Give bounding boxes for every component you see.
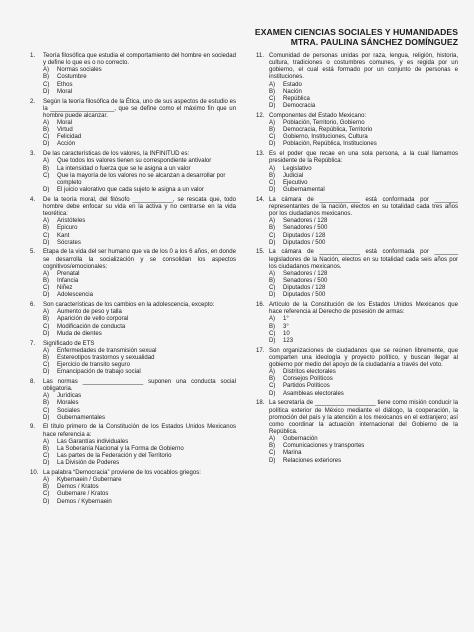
answer-option — [30, 324, 236, 331]
question-item — [30, 379, 236, 422]
option-letter: A) — [269, 120, 276, 126]
answer-option — [256, 82, 458, 89]
option-text: Senadores / 500 — [283, 225, 328, 232]
option-text: Aparición de vello corporal — [57, 316, 129, 323]
option-text: Felicidad — [57, 134, 82, 141]
question-stem — [30, 470, 236, 477]
question-stem — [30, 302, 236, 309]
question-text: La palabra “Democracia” proviene de los vocablos griegos: — [43, 469, 201, 476]
question-text: La secretaría de __________________ tiene como misión conducir la política exterior de México mediante el diálogo, la cooperación, la promoción del país y la atención a los mexicanos en el extranjero; así como coordinar la actuación internacional del Gobierno de la República. — [269, 400, 458, 435]
option-text: Relaciones exteriores — [283, 457, 342, 464]
answer-option — [30, 233, 236, 240]
question-item — [256, 302, 458, 345]
question-text: Según la teoría filosófica de la Ética, uno de sus aspectos de estudio es la ___________________, que se define como el máximo fin que un hombre puede alcanzar. — [43, 98, 236, 119]
question-item — [256, 400, 458, 464]
question-number: 17. — [256, 347, 265, 354]
option-letter: D) — [43, 141, 50, 148]
option-letter: A) — [269, 436, 276, 443]
question-number: 15. — [256, 249, 265, 256]
option-letter: D) — [269, 457, 276, 464]
question-text: De la teoría moral, del filósofo ____________, se rescata que, todo hombre debe enfocar su vida en la activa y no centrarse en la vida teorética: — [43, 196, 236, 218]
option-text: Demos / Kratos — [57, 484, 99, 491]
option-text: Marina — [283, 450, 302, 457]
question-stem — [256, 348, 458, 369]
question-item — [30, 249, 236, 299]
question-item — [256, 249, 458, 299]
answer-option — [30, 158, 236, 165]
option-letter: B) — [269, 127, 276, 134]
option-text: Gubernamental — [283, 187, 325, 193]
option-text: Asambleas electorales — [283, 390, 344, 397]
option-text: Infancia — [57, 278, 79, 285]
option-text: Costumbre — [57, 74, 87, 81]
answer-option — [256, 292, 458, 299]
option-text: Moral — [57, 120, 73, 126]
left-column — [30, 53, 236, 508]
answer-option — [30, 369, 236, 376]
answer-option — [256, 376, 458, 383]
option-text: Diputados / 500 — [283, 239, 326, 246]
question-stem — [256, 197, 458, 218]
answer-option — [30, 309, 236, 316]
option-letter: C) — [269, 179, 276, 186]
answer-option — [256, 383, 458, 390]
question-text: De las características de los valores, la INFINITUD es: — [43, 151, 190, 158]
option-text: Moral — [57, 88, 73, 95]
option-text: Aristóteles — [57, 218, 86, 225]
question-item — [30, 197, 236, 247]
answer-option — [30, 348, 236, 355]
option-letter: D) — [43, 369, 50, 376]
option-letter: A) — [43, 67, 50, 74]
question-number: 8. — [30, 378, 36, 385]
option-text: Sócrates — [57, 239, 81, 246]
answer-option — [256, 187, 458, 194]
answer-option — [256, 120, 458, 127]
answer-option — [30, 173, 236, 187]
question-stem — [30, 53, 236, 67]
option-letter: B) — [43, 278, 50, 285]
answer-option — [30, 400, 236, 407]
option-text: Senadores / 500 — [283, 278, 328, 285]
option-text: Enfermedades de transmisión sexual — [57, 347, 157, 354]
question-item — [30, 99, 236, 149]
option-text: Comunicaciones y transportes — [283, 443, 365, 450]
question-item — [30, 470, 236, 506]
answer-option — [256, 436, 458, 443]
option-letter: A) — [43, 120, 50, 126]
answer-option — [256, 180, 458, 187]
option-letter: D) — [269, 239, 276, 246]
option-text: Gubernare / Kratos — [57, 491, 109, 498]
option-text: Estado — [283, 81, 302, 88]
answer-option — [30, 74, 236, 81]
question-item — [30, 341, 236, 377]
question-stem — [30, 197, 236, 218]
option-letter: C) — [269, 95, 276, 102]
right-column — [256, 53, 458, 508]
question-stem — [256, 302, 458, 316]
question-text: Comunidad de personas unidas por raza, lengua, religión, historia, cultura, tradiciones o costumbres comunes, y es regida por un gobierno, el cual está formado por un conjunto de personas e instituciones. — [269, 53, 458, 81]
option-letter: D) — [269, 390, 276, 397]
question-stem — [30, 379, 236, 393]
answer-option — [30, 187, 236, 194]
option-text: Emancipación de trabajo social — [57, 369, 141, 376]
question-text: Las normas __________________ suponen una conducta social obligatoria. — [43, 378, 236, 393]
option-letter: D) — [43, 414, 50, 421]
option-letter: D) — [43, 330, 50, 337]
option-letter: C) — [269, 134, 276, 141]
question-item — [256, 348, 458, 398]
question-number: 5. — [30, 249, 36, 256]
answer-option — [256, 240, 458, 247]
option-letter: C) — [43, 232, 50, 239]
option-letter: C) — [43, 172, 50, 179]
question-item — [30, 53, 236, 96]
option-text: Gobernación — [283, 436, 318, 443]
answer-option — [30, 415, 236, 422]
option-letter: B) — [43, 445, 50, 452]
option-text: Modificación de conducta — [57, 323, 126, 330]
option-text: Muda de dientes — [57, 330, 102, 337]
option-text: La intensidad o fuerza que se le asigna a un valor — [57, 165, 191, 172]
answer-option — [256, 233, 458, 240]
option-letter: B) — [43, 316, 50, 323]
question-stem — [30, 341, 236, 348]
question-columns — [30, 53, 458, 508]
option-letter: D) — [269, 141, 276, 148]
option-letter: B) — [269, 225, 276, 232]
answer-option — [30, 89, 236, 96]
question-item — [30, 151, 236, 194]
option-letter: A) — [43, 270, 50, 277]
answer-option — [256, 96, 458, 103]
question-text: El título primero de la Constitución de los Estados Unidos Mexicanos hace referencia a: — [43, 424, 236, 438]
option-text: Gubernamentales — [57, 414, 106, 421]
option-text: Población, República, Instituciones — [283, 141, 377, 148]
answer-option — [256, 103, 458, 110]
option-letter: A) — [269, 165, 276, 172]
option-text: Democracia, República, Territorio — [283, 127, 373, 134]
question-number: 11. — [256, 53, 264, 59]
option-text: El juicio valorativo que cada sujeto le asigna a un valor — [57, 187, 204, 193]
option-text: Diputados / 128 — [283, 232, 326, 239]
option-text: Diputados / 500 — [283, 292, 326, 299]
question-number: 3. — [30, 151, 36, 158]
answer-option — [256, 218, 458, 225]
option-letter: B) — [269, 376, 276, 383]
question-number: 2. — [30, 98, 36, 105]
answer-option — [256, 141, 458, 148]
answer-option — [256, 285, 458, 292]
question-stem — [256, 113, 458, 120]
option-text: 1° — [283, 316, 289, 323]
option-text: Kant — [57, 232, 70, 239]
answer-option — [30, 439, 236, 446]
answer-option — [30, 285, 236, 292]
question-stem — [256, 249, 458, 270]
option-letter: D) — [269, 103, 276, 110]
answer-option — [30, 278, 236, 285]
option-text: Adolescencia — [57, 292, 93, 299]
answer-option — [30, 271, 236, 278]
question-number: 16. — [256, 302, 265, 309]
question-number: 6. — [30, 302, 36, 309]
option-text: Partidos Políticos — [283, 383, 330, 390]
option-letter: C) — [43, 361, 50, 368]
answer-option — [256, 331, 458, 338]
option-letter: D) — [269, 337, 276, 344]
option-text: Aumento de peso y talla — [57, 309, 122, 316]
answer-option — [256, 278, 458, 285]
answer-option — [30, 225, 236, 232]
answer-option — [256, 271, 458, 278]
question-text: La cámara de ____________ está conformada por _______ legisladores de la Nación, electos en su totalidad cada seis años por los ciudadanos mexicanos. — [269, 249, 458, 270]
option-letter: B) — [269, 323, 276, 330]
question-number: 7. — [30, 340, 36, 347]
question-stem — [256, 151, 458, 165]
question-text: Son características de los cambios en la adolescencia, excepto: — [43, 302, 215, 309]
option-letter: D) — [43, 187, 50, 193]
option-letter: B) — [269, 88, 276, 95]
option-letter: B) — [43, 484, 50, 491]
option-letter: C) — [43, 81, 50, 88]
answer-option — [30, 141, 236, 148]
option-letter: D) — [43, 460, 50, 467]
option-text: Legislativo — [283, 165, 312, 172]
option-letter: D) — [269, 292, 276, 299]
answer-option — [256, 134, 458, 141]
option-letter: B) — [269, 278, 276, 285]
option-text: Judicial — [283, 172, 304, 179]
answer-option — [256, 391, 458, 398]
question-text: Es el poder que recae en una sola persona, a la cual llamamos presidente de la República: — [269, 151, 458, 165]
question-text: Significado de ETS — [43, 340, 95, 347]
option-letter: D) — [43, 88, 50, 95]
answer-option — [30, 460, 236, 467]
option-text: Senadores / 128 — [283, 218, 328, 225]
question-number: 4. — [30, 196, 36, 203]
option-text: Virtud — [57, 127, 73, 134]
question-text: Artículo de la Constitución de los Estados Unidos Mexicanos que hace referencia al Derecho de posesión de armas: — [269, 302, 458, 316]
option-letter: A) — [43, 393, 50, 400]
answer-option — [30, 240, 236, 247]
option-text: 123 — [283, 337, 294, 344]
question-number: 18. — [256, 400, 265, 407]
exam-header — [30, 27, 458, 47]
option-letter: C) — [269, 383, 276, 390]
answer-option — [256, 166, 458, 173]
option-letter: B) — [269, 172, 276, 179]
option-text: Población, Territorio, Gobierno — [283, 120, 365, 126]
answer-option — [256, 458, 458, 465]
option-letter: C) — [43, 407, 50, 414]
question-text: Son organizaciones de ciudadanos que se reúnen libremente, que comparten una ideología y proyecto político, y buscan llegar al gobierno por medio del apoyo de la ciudadanía a través del voto. — [269, 347, 458, 368]
question-number: 1. — [30, 53, 36, 59]
option-letter: A) — [43, 438, 50, 445]
option-text: Ejercicio de transito seguro — [57, 361, 130, 368]
option-letter: A) — [269, 218, 276, 225]
option-letter: A) — [269, 316, 276, 323]
option-text: Normas sociales — [57, 67, 102, 74]
option-text: 3° — [283, 323, 289, 330]
option-letter: A) — [269, 369, 276, 376]
option-letter: A) — [43, 309, 50, 316]
answer-option — [256, 316, 458, 323]
option-letter: C) — [43, 323, 50, 330]
option-text: Diputados / 128 — [283, 285, 326, 292]
answer-option — [30, 67, 236, 74]
option-text: Epicuro — [57, 225, 78, 232]
answer-option — [30, 331, 236, 338]
answer-option — [30, 408, 236, 415]
option-text: Que todos los valores tienen su correspondiente antivalor — [57, 158, 212, 165]
answer-option — [30, 218, 236, 225]
option-letter: A) — [43, 477, 50, 484]
option-text: Jurídicas — [57, 393, 82, 400]
question-stem — [256, 53, 458, 82]
option-letter: D) — [43, 498, 50, 505]
question-item — [256, 53, 458, 110]
question-item — [30, 302, 236, 338]
option-text: Prenatal — [57, 270, 80, 277]
option-letter: B) — [43, 127, 50, 134]
option-text: Las Garantías individuales — [57, 438, 129, 445]
answer-option — [256, 450, 458, 457]
option-letter: B) — [43, 354, 50, 361]
question-number: 14. — [256, 196, 265, 203]
answer-option — [30, 292, 236, 299]
answer-option — [30, 453, 236, 460]
answer-option — [256, 369, 458, 376]
option-text: Kybernaein / Gubernare — [57, 477, 122, 484]
answer-option — [256, 338, 458, 345]
option-text: Gobierno, Instituciones, Cultura — [283, 134, 368, 141]
option-text: Demos / Kybernaein — [57, 498, 112, 505]
question-stem — [256, 400, 458, 436]
exam-title: EXAMEN CIENCIAS SOCIALES Y HUMANIDADES — [254, 27, 458, 37]
question-text: Teoría filosófica que estudia el comportamiento del hombre en sociedad y define lo que es o no correcto. — [43, 53, 236, 67]
answer-option — [256, 173, 458, 180]
option-text: Las partes de la Federación y del Territorio — [57, 453, 172, 460]
option-text: República — [283, 95, 310, 102]
option-letter: B) — [43, 74, 50, 81]
option-text: La División de Poderes — [57, 460, 120, 467]
option-letter: C) — [43, 453, 50, 460]
option-letter: C) — [43, 134, 50, 141]
option-letter: D) — [269, 187, 276, 193]
question-text: Etapa de la vida del ser humano que va de los 0 a los 6 años, en donde se desarrolla la socialización y se consolidan los aspectos cognitivos/emocionales: — [43, 249, 236, 270]
option-letter: B) — [43, 165, 50, 172]
option-letter: B) — [43, 225, 50, 232]
question-item — [256, 151, 458, 194]
answer-option — [30, 355, 236, 362]
option-letter: C) — [43, 491, 50, 498]
option-text: Estereotipos trastornos y sexualidad — [57, 354, 155, 361]
answer-option — [256, 127, 458, 134]
answer-option — [30, 446, 236, 453]
answer-option — [256, 225, 458, 232]
option-letter: D) — [43, 239, 50, 246]
answer-option — [256, 324, 458, 331]
option-letter: B) — [43, 400, 50, 407]
option-text: Morales — [57, 400, 79, 407]
option-letter: C) — [269, 330, 276, 337]
answer-option — [30, 127, 236, 134]
question-item — [256, 197, 458, 247]
question-stem — [30, 99, 236, 120]
question-text: Componentes del Estado Mexicano: — [269, 112, 367, 119]
question-stem — [30, 249, 236, 270]
option-letter: C) — [43, 285, 50, 292]
question-number: 10. — [30, 469, 39, 476]
option-letter: A) — [269, 270, 276, 277]
answer-option — [30, 484, 236, 491]
option-text: Democracia — [283, 103, 316, 110]
question-stem — [30, 151, 236, 158]
option-letter: B) — [269, 443, 276, 450]
question-number: 12. — [256, 112, 265, 119]
option-text: Que la mayoría de los valores no se alcanzan a desarrollar por completo — [57, 172, 226, 186]
option-letter: C) — [269, 450, 276, 457]
option-text: Ethos — [57, 81, 73, 88]
option-text: Senadores / 128 — [283, 270, 328, 277]
option-text: Acción — [57, 141, 76, 148]
answer-option — [30, 166, 236, 173]
question-text: La cámara de ____________ está conformada por _______ representantes de la nación, electos en su totalidad cada tres años por los ciudadanos mexicanos. — [269, 196, 458, 218]
option-letter: A) — [43, 347, 50, 354]
option-letter: A) — [43, 158, 50, 165]
question-item — [256, 113, 458, 149]
answer-option — [30, 499, 236, 506]
option-letter: A) — [43, 218, 50, 225]
teacher-name: MTRA. PAULINA SÁNCHEZ DOMÍNGUEZ — [290, 37, 458, 47]
question-number: 9. — [30, 424, 36, 431]
option-text: Sociales — [57, 407, 80, 414]
question-number: 13. — [256, 151, 265, 158]
answer-option — [30, 316, 236, 323]
option-text: Consejos Políticos — [283, 376, 333, 383]
option-letter: C) — [269, 285, 276, 292]
answer-option — [30, 120, 236, 127]
question-stem — [30, 424, 236, 438]
option-text: Distritos electorales — [283, 369, 336, 376]
option-letter: A) — [269, 81, 276, 88]
answer-option — [30, 491, 236, 498]
option-text: Nación — [283, 88, 302, 95]
option-letter: D) — [43, 292, 50, 299]
answer-option — [30, 134, 236, 141]
answer-option — [30, 393, 236, 400]
answer-option — [256, 443, 458, 450]
option-letter: C) — [269, 232, 276, 239]
answer-option — [256, 89, 458, 96]
answer-option — [30, 362, 236, 369]
answer-option — [30, 477, 236, 484]
option-text: Ejecutivo — [283, 179, 308, 186]
option-text: Niñez — [57, 285, 73, 292]
question-item — [30, 424, 236, 467]
option-text: La Soberanía Nacional y la Forma de Gobierno — [57, 445, 184, 452]
answer-option — [30, 82, 236, 89]
option-text: 10 — [283, 330, 290, 337]
